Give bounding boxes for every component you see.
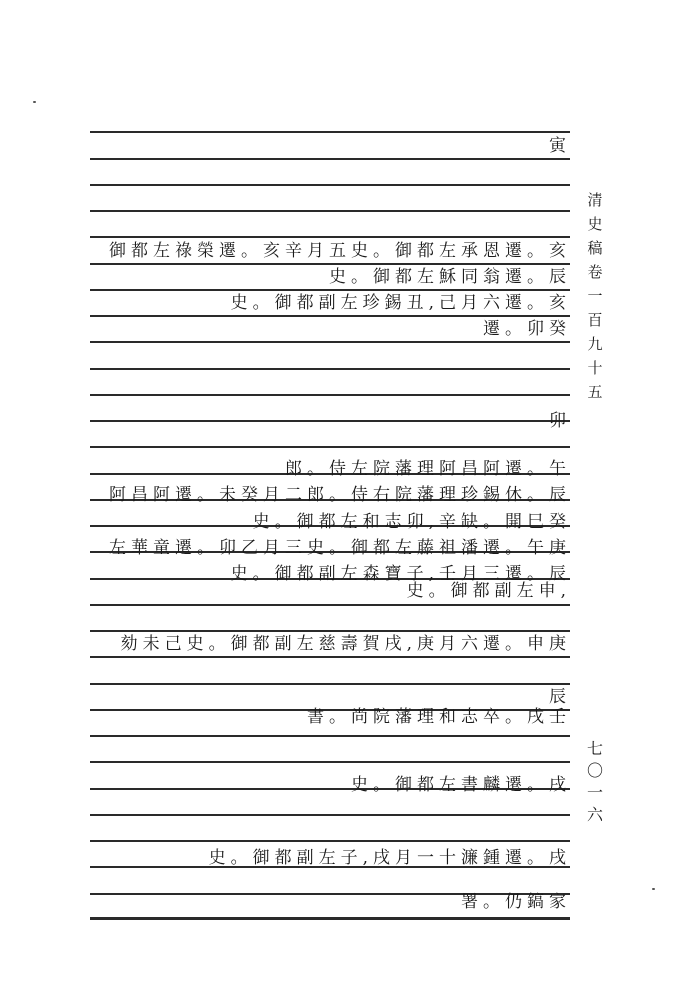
table-row: 御都左祿榮遷。亥辛月五史。御都左承恩遷。亥	[109, 241, 571, 261]
table-row: 史。御都副左珍錫丑,己月六遷。亥	[230, 293, 571, 313]
table-row: 郎。侍左院藩理阿昌阿遷。午	[285, 459, 571, 479]
table-row: 遷。卯癸	[483, 319, 571, 339]
table-row	[101, 820, 571, 846]
table-row: 左華童遷。卯乙月三史。御都左藤祖潘遷。午庚	[109, 538, 571, 558]
table-row: 阿昌阿遷。未癸月二郎。侍右院藩理珍錫休。辰	[109, 485, 571, 505]
table-row: 史。御都副左子,戌月一十濂鍾遷。戌	[208, 848, 571, 868]
table-row: 書。尚院藩理和志卒。戌壬	[307, 707, 571, 727]
table-row	[101, 657, 571, 683]
table-row: 史。御都副左森寶子,壬月三遷。辰	[230, 564, 571, 584]
table-row: 寅	[549, 136, 571, 156]
page-number: 七〇一六	[586, 739, 603, 824]
table-row: 署。仍鎬家	[461, 892, 571, 912]
table-row	[101, 605, 571, 631]
table-bottom-rule	[90, 917, 570, 920]
running-title: 清史稿卷一百九十五	[587, 191, 603, 401]
table-row	[101, 343, 571, 369]
table-row: 劾未己史。御都副左慈壽賀戌,庚月六遷。申庚	[120, 634, 571, 654]
table-row	[101, 185, 571, 211]
scan-speck	[33, 101, 36, 103]
table-row: 辰	[549, 687, 571, 707]
table-row: 史。御都左和志卯,辛缺。開巳癸	[252, 512, 571, 532]
table-row: 卯	[549, 411, 571, 431]
table-row	[101, 736, 571, 762]
scan-speck	[652, 888, 655, 890]
table-row: 史。御都左穌同翁遷。辰	[329, 267, 571, 287]
table-row: 史。御都左書麟遷。戌	[351, 775, 571, 795]
table-row	[101, 159, 571, 185]
table-row	[101, 369, 571, 395]
table-row: 史。御都副左申,	[406, 581, 571, 601]
